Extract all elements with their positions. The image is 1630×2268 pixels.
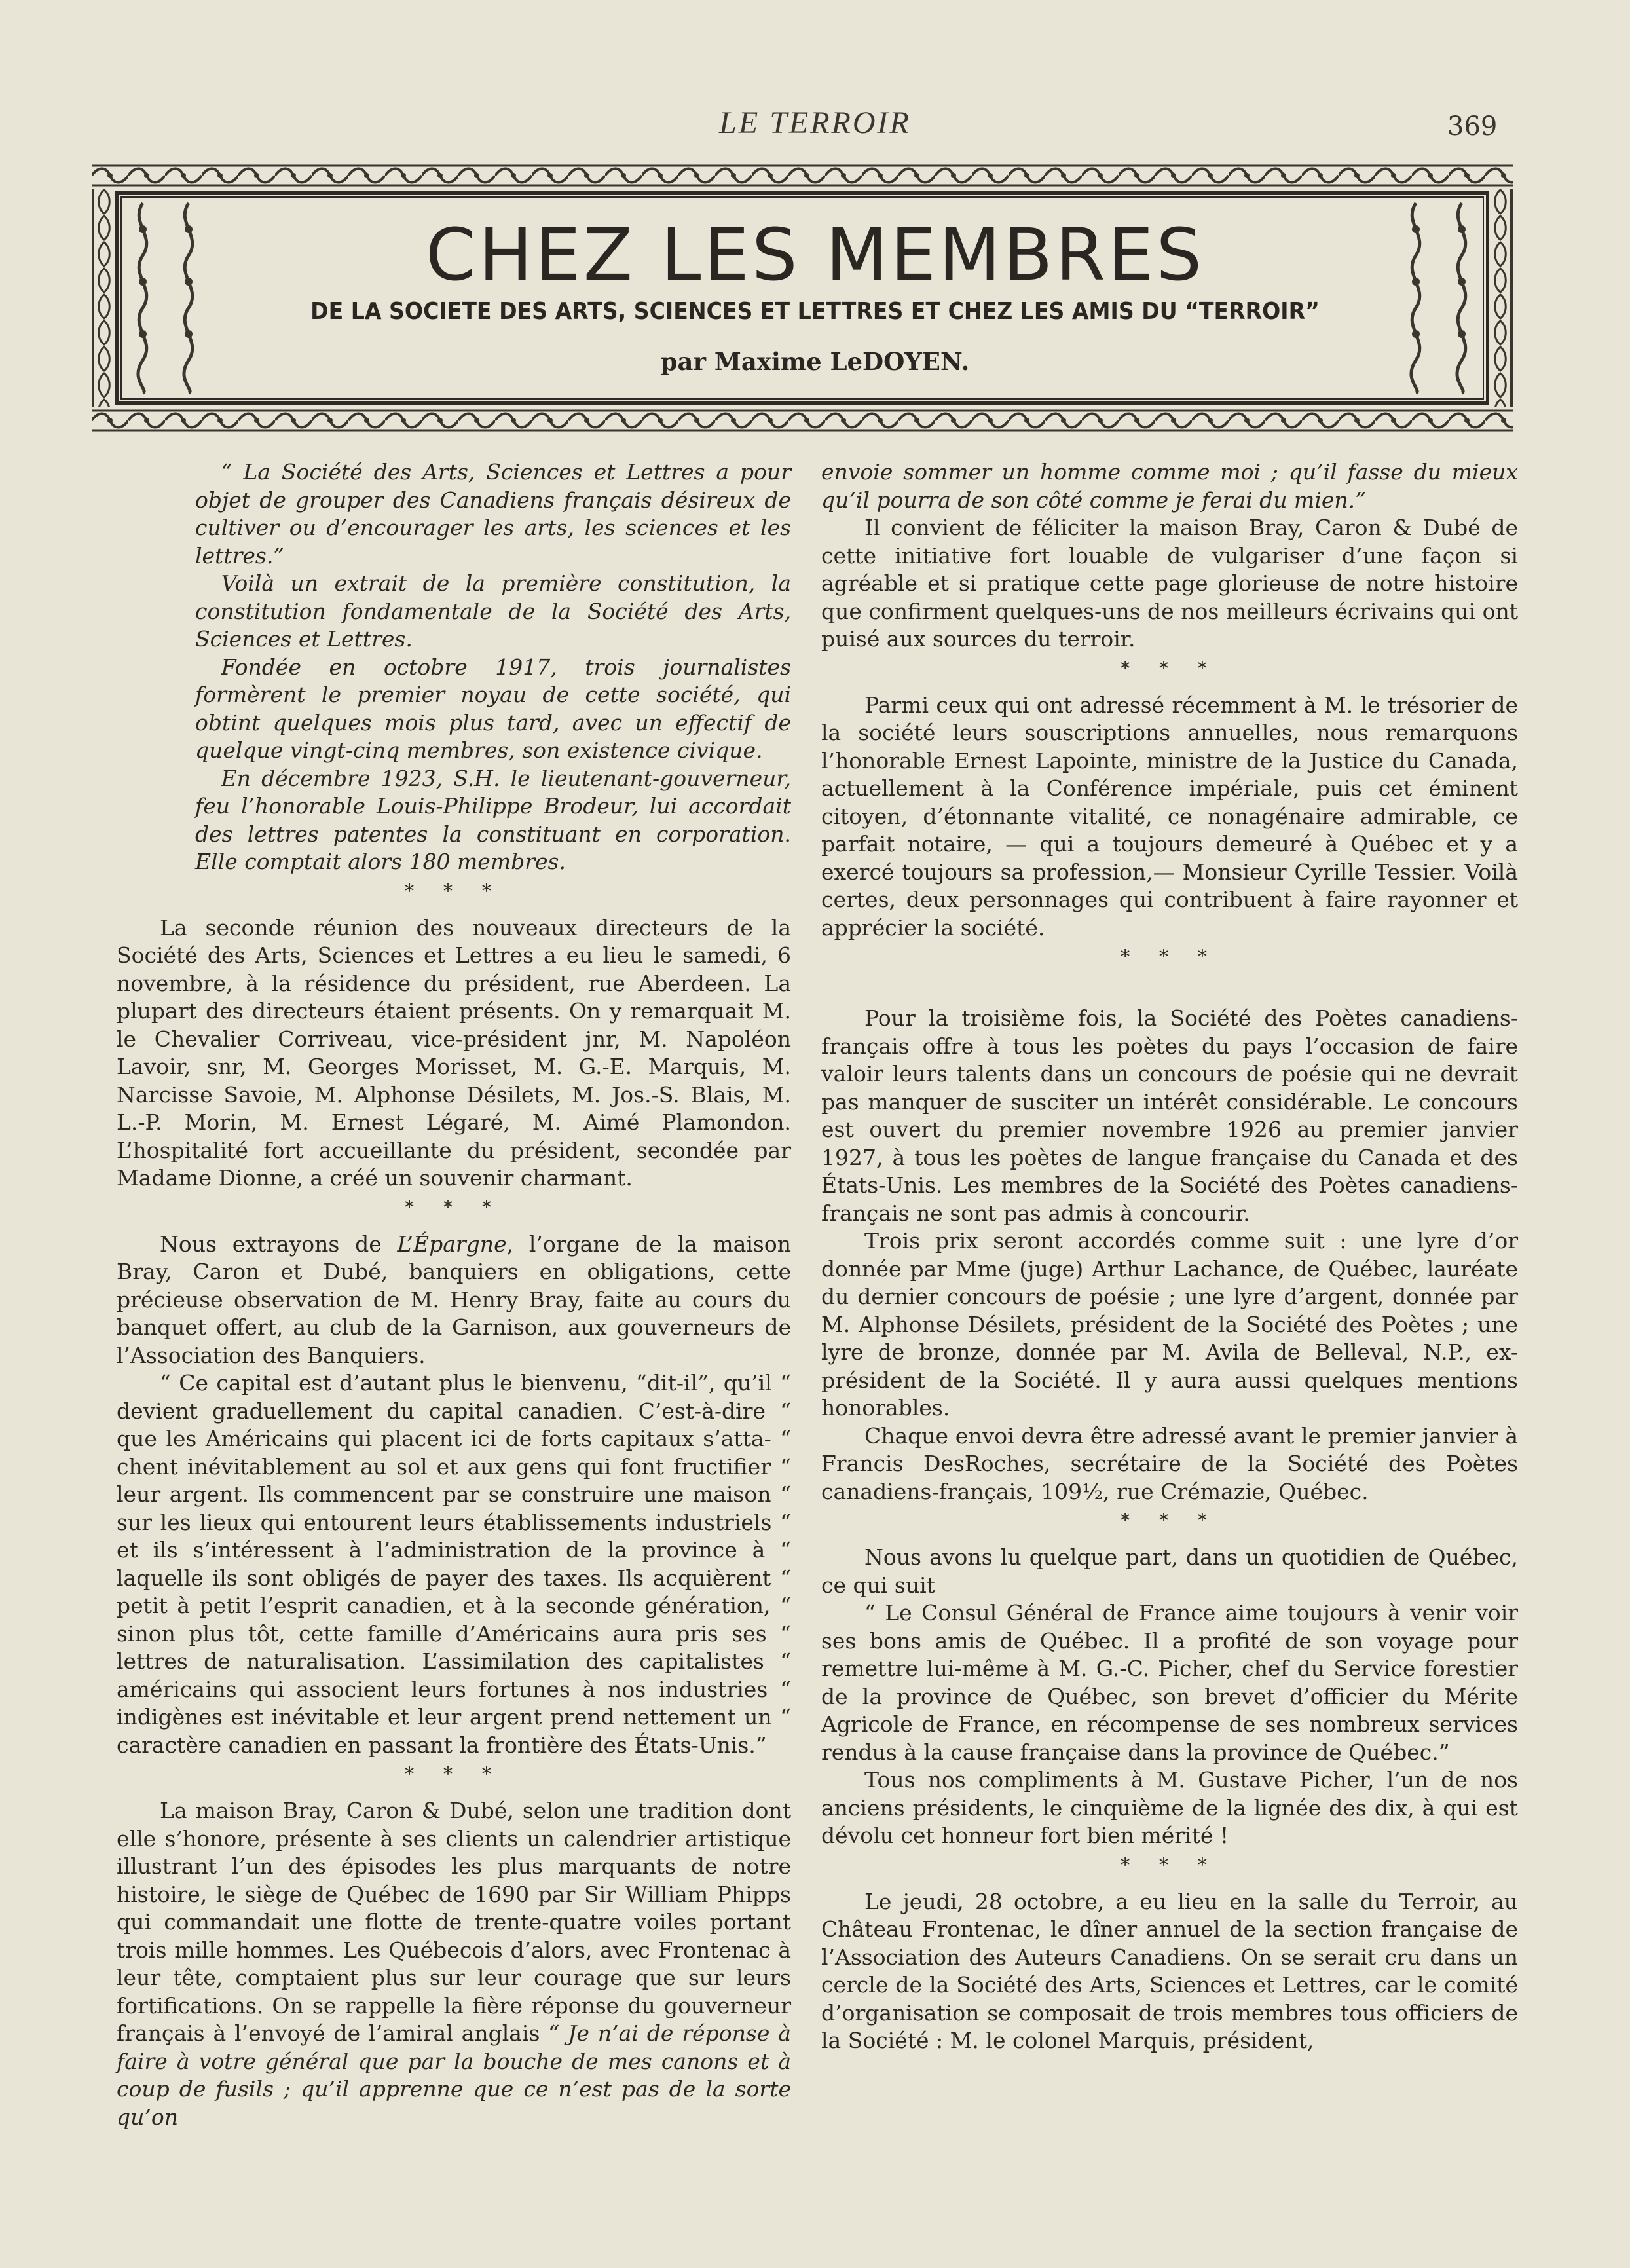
intro-paragraph: Fondée en octobre 1917, trois journalistes formèrent le premier noyau de cette société, qui obtint quelques mois plus tard, avec un effectif de quelque vingt-cinq membres, son existence civique.: [195, 654, 791, 763]
article-subtitle: DE LA SOCIETE DES ARTS, SCIENCES ET LETTRES ET CHEZ LES AMIS DU “TERROIR”: [310, 298, 1320, 325]
right-column: [821, 458, 1518, 2055]
paragraph-subscriptions: Parmi ceux qui ont adressé récemment à M. le trésorier de la société leurs souscriptions annuelles, nous remarquons l’honorable Ernest Lapointe, ministre de la Justice du Canada, actuellement à la Conférence impériale, puis cet éminent citoyen, d’étonnante vitalité, ce nonagénaire admirable, ce parfait notaire, — qui a toujours demeuré à Québec et y a exercé toujours sa profession,— Monsieur Cyrille Tessier. Voilà certes, deux personnages qui contribuent à faire rayonner et apprécier la société.: [821, 692, 1518, 940]
frontenac-quote-continued: envoie sommer un homme comme moi ; qu’il fasse du mieux qu’il pourra de son côté comme je ferai du mien.”: [821, 459, 1518, 513]
intro-paragraph: En décembre 1923, S.H. le lieutenant-gouverneur, feu l’honorable Louis-Philippe Brodeur, lui accordait des lettres patentes la constituant en corporation. Elle comptait alors 180 membres.: [195, 765, 791, 874]
article-byline: par Maxime LeDOYEN.: [660, 347, 970, 376]
ornament-band-bottom: [92, 409, 1513, 432]
paragraph-congratulations: Il convient de féliciter la maison Bray, Caron & Dubé de cette initiative fort louable de vulgariser d’une façon si agréable et si pratique cette page glorieuse de notre histoire que confirment quelques-uns de nos meilleurs écrivains qui ont puisé aux sources du terroir.: [821, 515, 1518, 652]
left-column: [117, 458, 791, 2131]
paragraph-epargne: [117, 1231, 791, 1370]
ornament-band-top: [92, 164, 1513, 187]
page-number: 369: [1447, 111, 1498, 141]
paragraph-compliments: Tous nos compliments à M. Gustave Picher, l’un de nos anciens présidents, le cinquième de la lignée des dix, à qui est dévolu cet honneur fort bien mérité !: [821, 1767, 1518, 1848]
paragraph-poetry-contest: Pour la troisième fois, la Société des Poètes canadiens-français offre à tous les poètes du pays l’occasion de faire valoir leurs talents dans un concours de poésie qui ne devrait pas manquer de susciter un intérêt considérable. Le concours est ouvert du premier novembre 1926 au premier janvier 1927, à tous les poètes de langue française du Canada et des États-Unis. Les membres de la Société des Poètes canadiens-français ne sont pas admis à concourir.: [821, 1005, 1518, 1226]
spacer: [821, 980, 1518, 1005]
frontenac-quote: “ Je n’ai de réponse à faire à votre général que par la bouche de mes canons et à coup de fusils ; qu’il apprenne que ce n’est pas de la sorte qu’on: [117, 2020, 791, 2130]
intro-paragraph: Voilà un extrait de la première constitution, la constitution fondamentale de la Société des Arts, Sciences et Lettres.: [195, 570, 791, 652]
paragraph-submissions: Chaque envoi devra être adressé avant le premier janvier à Francis DesRoches, secrétaire de la Société des Poètes canadiens-français, 109½, rue Crémazie, Québec.: [821, 1422, 1518, 1504]
paragraph-calendar: [117, 1797, 791, 2131]
section-separator: * * *: [405, 1196, 503, 1218]
running-title: LE TERROIR: [719, 105, 911, 140]
section-separator: * * *: [1121, 1853, 1219, 1876]
paragraph-directors-meeting: La seconde réunion des nouveaux directeurs de la Société des Arts, Sciences et Lettres a eu lieu le samedi, 6 novembre, à la résidence du président, rue Aberdeen. La plupart des directeurs étaient présents. On y remarquait M. le Chevalier Corriveau, vice-président jnr, M. Napoléon Lavoir, snr, M. Georges Morisset, M. G.-E. Marquis, M. Narcisse Savoie, M. Alphonse Désilets, M. Jos.-S. Blais, M. L.-P. Morin, M. Ernest Légaré, M. Aimé Plamondon. L’hospitalité fort accueillante du président, secondée par Madame Dionne, a créé un souvenir charmant.: [117, 914, 791, 1191]
paragraph-bray-quote: “ Ce capital est d’autant plus le bienvenu, “dit-il”, qu’il “ devient graduellement du capital canadien. C’est-à-dire “ que les Américains qui placent ici de forts capitaux s’atta- “ chent inévitablement au sol et aux gens qui font fructifier “ leur argent. Ils commencent par se construire une maison “ sur les lieux qui entourent leurs établissements industriels “ et ils s’intéressent à l’administration de la province à “ laquelle ils sont obligés de payer des taxes. Ils acquièrent “ petit à petit l’esprit canadien, et à la seconde génération, “ sinon plus tôt, cette famille d’Américains aura pris ses “ lettres de naturalisation. L’assimilation des capitalistes “ américains qui associent leurs fortunes à nos industries “ indigènes est inévitable et leur argent prend nettement un “ caractère canadien en passant la frontière des États-Unis.”: [117, 1370, 791, 1758]
publication-title: L’Épargne: [397, 1231, 507, 1257]
text-run: Nous extrayons de: [160, 1231, 398, 1257]
article-title: CHEZ LES MEMBRES: [425, 213, 1205, 297]
section-separator: * * *: [405, 880, 503, 902]
paragraph-dinner: Le jeudi, 28 octobre, a eu lieu en la salle du Terroir, au Château Frontenac, le dîner annuel de la section française de l’Association des Auteurs Canadiens. On se serait cru dans un cercle de la Société des Arts, Sciences et Lettres, car le comité d’organisation se composait de trois membres tous officiers de la Société : M. le colonel Marquis, président,: [821, 1888, 1518, 2053]
text-run: La maison Bray, Caron & Dubé, selon une tradition dont elle s’honore, présente à ses clients un calendrier artistique illustrant l’un des épisodes les plus marquants de notre histoire, le siège de Québec de 1690 par Sir William Phipps qui commandait une flotte de trente-quatre voiles portant trois mille hommes. Les Québecois d’alors, avec Frontenac à leur tête, comptaient plus sur leur courage que sur leurs fortifications. On se rappelle la fière réponse du gouverneur français à l’envoyé de l’amiral anglais: [117, 1798, 791, 2046]
paragraph-prizes: Trois prix seront accordés comme suit : une lyre d’or donnée par Mme (juge) Arthur Lachance, de Québec, lauréate du dernier concours de poésie ; une lyre d’argent, donnée par M. Alphonse Désilets, président de la Société des Poètes ; une lyre de bronze, donnée par M. Avila de Belleval, N.P., ex-président de la Société. Il y aura aussi quelques mentions honorables.: [821, 1228, 1518, 1421]
text-run: , l’organe de la maison Bray, Caron et Dubé, banquiers en obligations, cette précieuse observation de M. Henry Bray, faite au cours du banquet offert, au club de la Garnison, aux gouverneurs de l’Association des Banquiers.: [117, 1231, 791, 1368]
paragraph-consul-quote: “ Le Consul Général de France aime toujours à venir voir ses bons amis de Québec. Il a profité de son voyage pour remettre lui-même à M. G.-C. Picher, chef du Service forestier de la province de Québec, son brevet d’officier du Mérite Agricole de France, en récompense de ses nombreux services rendus à la cause française dans la province de Québec.”: [821, 1600, 1518, 1765]
section-separator: * * *: [1121, 657, 1219, 679]
intro-paragraph: “ La Société des Arts, Sciences et Lettres a pour objet de grouper des Canadiens français désireux de cultiver ou d’encourager les arts, les sciences et les lettres.”: [195, 459, 791, 568]
paragraph-newspaper: Nous avons lu quelque part, dans un quotidien de Québec, ce qui suit: [821, 1544, 1518, 1598]
section-separator: * * *: [405, 1763, 503, 1785]
section-separator: * * *: [1121, 1510, 1219, 1531]
section-separator: * * *: [1121, 946, 1219, 967]
